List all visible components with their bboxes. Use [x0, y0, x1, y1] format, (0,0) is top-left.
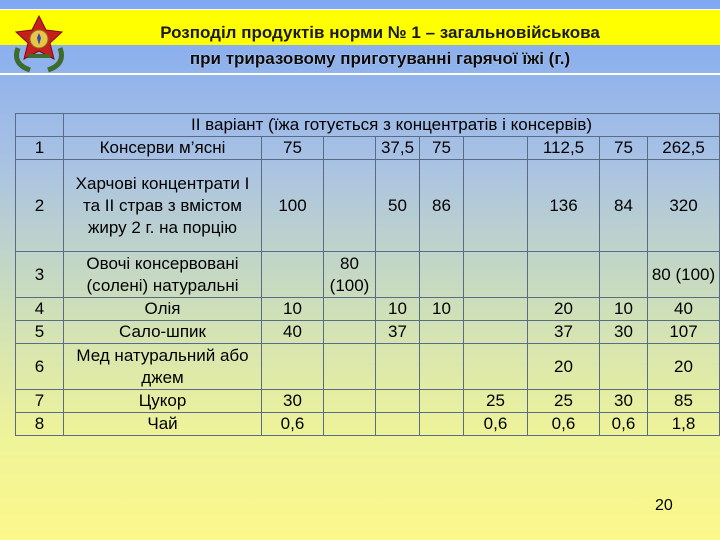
table-cell: 75: [262, 137, 324, 160]
table-row: [16, 137, 720, 160]
table-cell: 80 (100): [324, 252, 376, 298]
product-name: Овочі консервовані (солені) натуральні: [64, 252, 262, 298]
table-cell: [376, 344, 420, 390]
table-row: [16, 390, 720, 413]
table-cell: [464, 344, 528, 390]
table-cell: [600, 252, 648, 298]
table-cell: [262, 252, 324, 298]
table-cell: 20: [528, 344, 600, 390]
table-cell: [324, 321, 376, 344]
table-row: [16, 252, 720, 298]
product-name: Консерви м’ясні: [64, 137, 262, 160]
table-cell: [376, 413, 420, 436]
table-cell: 85: [648, 390, 720, 413]
table-cell: [376, 390, 420, 413]
table-cell: [324, 298, 376, 321]
table-cell: 75: [600, 137, 648, 160]
table-cell: 1,8: [648, 413, 720, 436]
row-number: 8: [16, 413, 64, 436]
table-cell: [420, 413, 464, 436]
table-cell: 20: [528, 298, 600, 321]
table-cell: 262,5: [648, 137, 720, 160]
page-number: 20: [655, 497, 673, 514]
table-cell: [464, 137, 528, 160]
army-emblem-icon: [6, 8, 72, 74]
table-cell: 37: [528, 321, 600, 344]
table-cell: 25: [528, 390, 600, 413]
slide-title-line1: Розподіл продуктів норми № 1 – загальновійськова: [160, 23, 600, 42]
variant-heading-row: [16, 114, 720, 137]
table-cell: 10: [262, 298, 324, 321]
table-cell: 86: [420, 160, 464, 252]
row-number: 7: [16, 390, 64, 413]
slide-title-line2: при триразовому приготуванні гарячої їжі (г.): [189, 49, 571, 68]
table-cell: 30: [262, 390, 324, 413]
table-cell: [420, 321, 464, 344]
row-number: 5: [16, 321, 64, 344]
product-name: Мед натуральний або джем: [64, 344, 262, 390]
table-cell: 20: [648, 344, 720, 390]
table-cell: [376, 252, 420, 298]
table-cell: 84: [600, 160, 648, 252]
table-cell: 40: [648, 298, 720, 321]
row-number: 3: [16, 252, 64, 298]
product-name: Харчові концентрати І та ІІ страв з вмістом жиру 2 г. на порцію: [64, 160, 262, 252]
table-cell: 30: [600, 321, 648, 344]
table-cell: 75: [420, 137, 464, 160]
table-cell: [16, 114, 64, 137]
product-name: Олія: [64, 298, 262, 321]
product-name: Чай: [64, 413, 262, 436]
table-cell: [420, 390, 464, 413]
table-cell: 107: [648, 321, 720, 344]
variant-heading: II варіант (їжа готується з концентратів і консервів): [64, 114, 720, 137]
table-cell: 37: [376, 321, 420, 344]
table-cell: 30: [600, 390, 648, 413]
table-cell: 10: [376, 298, 420, 321]
table-cell: 0,6: [262, 413, 324, 436]
product-name: Цукор: [64, 390, 262, 413]
table-cell: [464, 298, 528, 321]
table-cell: [262, 344, 324, 390]
table-row: [16, 344, 720, 390]
table-cell: [464, 321, 528, 344]
row-number: 1: [16, 137, 64, 160]
table-cell: [324, 413, 376, 436]
table-cell: [324, 160, 376, 252]
table-cell: [324, 137, 376, 160]
table-cell: 112,5: [528, 137, 600, 160]
table-cell: [324, 344, 376, 390]
table-cell: 25: [464, 390, 528, 413]
table-row: [16, 413, 720, 436]
table-cell: 0,6: [528, 413, 600, 436]
table-cell: 50: [376, 160, 420, 252]
table-row: [16, 160, 720, 252]
table-cell: 37,5: [376, 137, 420, 160]
table-cell: [528, 252, 600, 298]
table-cell: 100: [262, 160, 324, 252]
table-cell: [464, 160, 528, 252]
table-cell: 0,6: [600, 413, 648, 436]
table-cell: 136: [528, 160, 600, 252]
row-number: 6: [16, 344, 64, 390]
table-cell: [420, 252, 464, 298]
row-number: 2: [16, 160, 64, 252]
table-cell: [600, 344, 648, 390]
row-number: 4: [16, 298, 64, 321]
table-row: [16, 298, 720, 321]
table-cell: 0,6: [464, 413, 528, 436]
ration-distribution-table: [15, 113, 720, 436]
table-cell: 10: [600, 298, 648, 321]
table-row: [16, 321, 720, 344]
table-cell: 10: [420, 298, 464, 321]
table-cell: 80 (100): [648, 252, 720, 298]
table-cell: 40: [262, 321, 324, 344]
table-cell: [464, 252, 528, 298]
table-cell: [420, 344, 464, 390]
table-cell: 320: [648, 160, 720, 252]
product-name: Сало-шпик: [64, 321, 262, 344]
table-cell: [324, 390, 376, 413]
